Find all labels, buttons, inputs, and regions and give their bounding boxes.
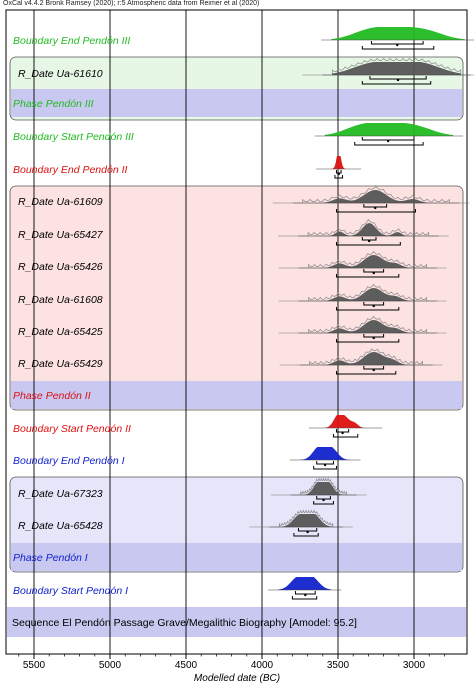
x-tick-label: 3000 (402, 660, 426, 671)
x-tick-label: 3500 (326, 660, 350, 671)
mean-marker (338, 173, 340, 175)
mean-marker (373, 272, 375, 274)
row-label: R_Date Ua-61608 (18, 294, 103, 306)
row-label: Boundary End Pendón I (13, 455, 125, 467)
row-label: Boundary Start Pendón II (13, 423, 131, 435)
row-label: Boundary Start Pendón I (13, 585, 128, 597)
row-label: R_Date Ua-65426 (18, 261, 103, 273)
row-label: Phase Pendón I (13, 552, 88, 564)
x-axis-title: Modelled date (BC) (193, 673, 281, 684)
mean-marker (341, 432, 343, 434)
x-tick-label: 4500 (174, 660, 198, 671)
mean-marker (304, 594, 306, 596)
mean-marker (373, 305, 375, 307)
row-label: R_Date Ua-65429 (18, 358, 103, 370)
software-credit: OxCal v4.4.2 Bronk Ramsey (2020); r:5 Atmospheric data from Reimer et al (2020) (3, 0, 260, 7)
x-tick-label: 5500 (22, 660, 46, 671)
row-label: R_Date Ua-61609 (18, 196, 103, 208)
mean-marker (368, 240, 370, 242)
row-label: Phase Pendón III (13, 98, 94, 110)
row-label: Boundary End Pendón II (13, 164, 128, 176)
row-label: R_Date Ua-65428 (18, 520, 103, 532)
row-label: Phase Pendón II (13, 390, 91, 402)
x-tick-label: 5000 (98, 660, 122, 671)
mean-marker (324, 464, 326, 466)
mean-marker (373, 337, 375, 339)
row-label: R_Date Ua-65425 (18, 326, 103, 338)
mean-marker (322, 499, 324, 501)
mean-marker (387, 140, 389, 142)
mean-marker (396, 44, 398, 46)
row-label: Boundary Start Pendón III (13, 131, 134, 143)
row-label: R_Date Ua-65427 (18, 229, 103, 241)
row-label: Boundary End Pendón III (13, 35, 131, 47)
mean-marker (374, 207, 376, 209)
sequence-label: Sequence El Pendón Passage Grave/Megalithic Biography [Amodel: 95.2] (12, 617, 357, 629)
x-tick-label: 4000 (250, 660, 274, 671)
mean-marker (306, 531, 308, 533)
row-label: R_Date Ua-61610 (18, 68, 103, 80)
row-label: R_Date Ua-67323 (18, 488, 103, 500)
mean-marker (373, 369, 375, 371)
mean-marker (397, 79, 399, 81)
